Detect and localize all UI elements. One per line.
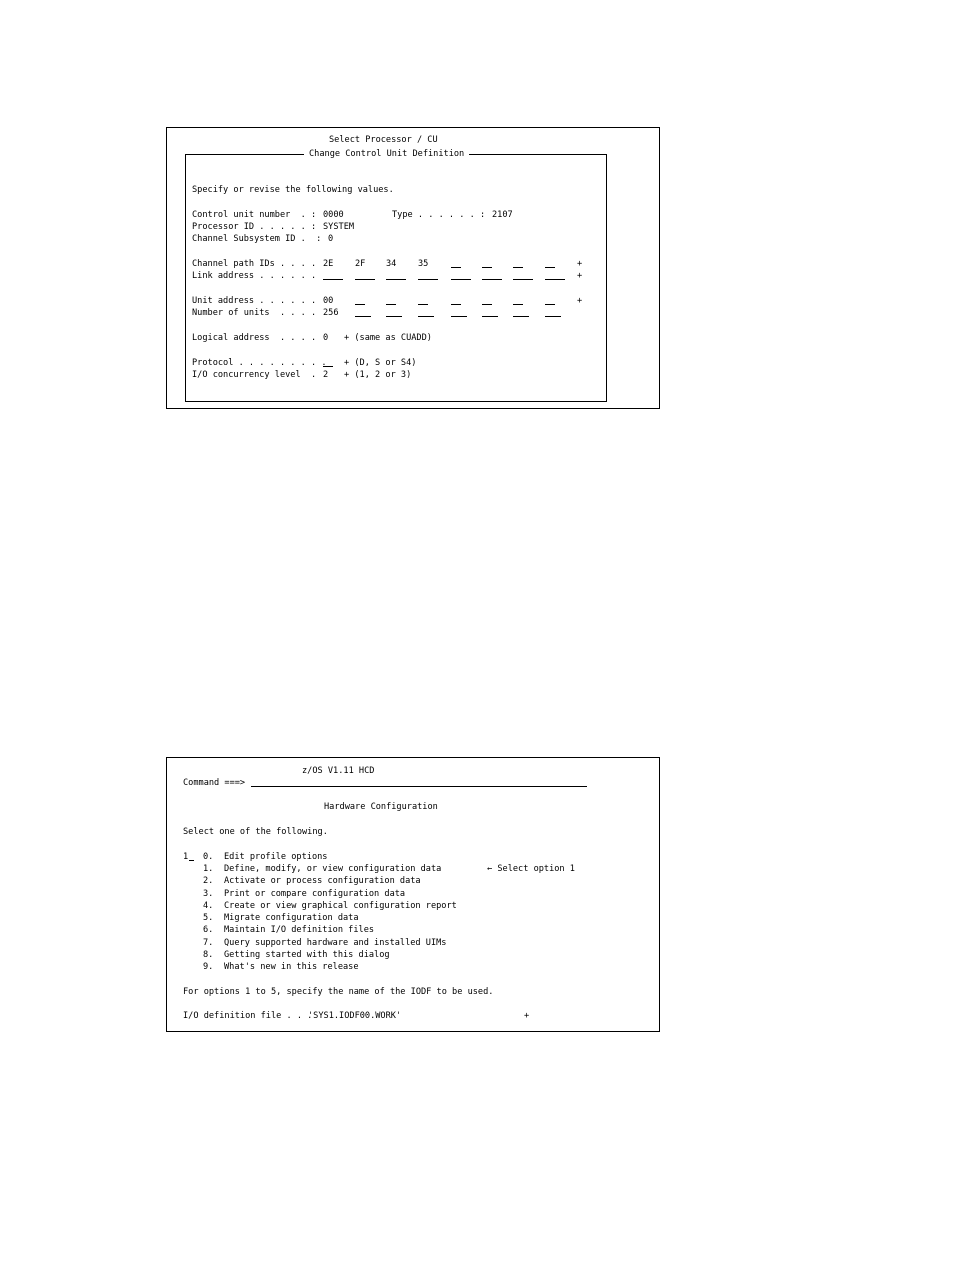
type-label: Type . . . . . . : [392,210,486,220]
num-units-field[interactable] [482,308,498,317]
menu-option-4[interactable]: Create or view graphical configuration report [224,901,457,911]
css-id-value: 0 [328,234,334,244]
link-address-field[interactable] [545,271,565,280]
concurrency-field[interactable]: 2 [323,370,329,380]
link-address-field[interactable] [451,271,471,280]
unit-address-label: Unit address . . . . . . [192,296,317,306]
num-units-field[interactable] [513,308,529,317]
menu-option-0[interactable]: Edit profile options [224,852,328,862]
prompt-plus: + [524,1011,530,1021]
link-address-field[interactable] [355,271,375,280]
menu-option-number: 7. [203,938,214,948]
link-address-field[interactable] [418,271,438,280]
concurrency-label: I/O concurrency level . [192,370,317,380]
dialog-title: Change Control Unit Definition [304,149,469,159]
selection-input-underline [189,852,194,861]
menu-option-number: 1. [203,864,214,874]
chpid-label: Channel path IDs . . . . [192,259,317,269]
num-units-field[interactable] [545,308,561,317]
logical-address-label: Logical address . . . . [192,333,317,343]
link-address-field[interactable] [386,271,406,280]
iodf-input[interactable]: 'SYS1.IODF00.WORK' [308,1011,402,1021]
prompt-plus: + [577,259,583,269]
cu-definition-screen [166,127,660,409]
select-option-annotation: ← Select option 1 [487,864,575,874]
prompt-plus: + [577,271,583,281]
instruction-text: Specify or revise the following values. [192,185,394,195]
iodf-label: I/O definition file . . . [183,1011,313,1021]
concurrency-hint: + (1, 2 or 3) [344,370,412,380]
protocol-field[interactable] [323,358,333,367]
protocol-label: Protocol . . . . . . . . . [192,358,327,368]
logical-address-hint: + (same as CUADD) [344,333,432,343]
unit-address-field[interactable] [451,296,461,305]
menu-option-9[interactable]: What's new in this release [224,962,359,972]
num-units-field[interactable] [418,308,434,317]
menu-option-6[interactable]: Maintain I/O definition files [224,925,375,935]
processor-id-label: Processor ID . . . . . : [192,222,317,232]
menu-option-number: 3. [203,889,214,899]
menu-option-5[interactable]: Migrate configuration data [224,913,359,923]
num-units-label: Number of units . . . . [192,308,317,318]
unit-address-field[interactable] [513,296,523,305]
cu-number-label: Control unit number . : [192,210,317,220]
menu-option-number: 0. [203,852,214,862]
menu-option-number: 8. [203,950,214,960]
chpid-field[interactable] [545,259,555,268]
select-prompt: Select one of the following. [183,827,328,837]
chpid-field[interactable]: 2F [355,259,366,269]
unit-address-field[interactable] [355,296,365,305]
link-address-label: Link address . . . . . . [192,271,317,281]
chpid-field[interactable]: 35 [418,259,429,269]
link-address-field[interactable] [513,271,533,280]
unit-address-field[interactable]: 00 [323,296,334,306]
chpid-field[interactable]: 2E [323,259,334,269]
hcd-title: z/OS V1.11 HCD [302,766,375,776]
css-id-label: Channel Subsystem ID . : [192,234,322,244]
menu-option-number: 5. [203,913,214,923]
iodf-note: For options 1 to 5, specify the name of the IODF to be used. [183,987,494,997]
type-value: 2107 [492,210,513,220]
menu-option-number: 4. [203,901,214,911]
protocol-hint: + (D, S or S4) [344,358,417,368]
command-input[interactable] [251,786,587,787]
menu-option-7[interactable]: Query supported hardware and installed UIMs [224,938,447,948]
chpid-field[interactable]: 34 [386,259,397,269]
num-units-field[interactable] [355,308,371,317]
unit-address-field[interactable] [386,296,396,305]
logical-address-field[interactable]: 0 [323,333,329,343]
unit-address-field[interactable] [482,296,492,305]
menu-option-8[interactable]: Getting started with this dialog [224,950,390,960]
command-label: Command ===> [183,778,246,788]
hcd-main-menu-screen [166,757,660,1032]
unit-address-field[interactable] [418,296,428,305]
menu-option-number: 2. [203,876,214,886]
change-cu-dialog [185,149,607,402]
menu-option-3[interactable]: Print or compare configuration data [224,889,406,899]
chpid-field[interactable] [513,259,523,268]
num-units-field[interactable] [451,308,467,317]
panel-title: Select Processor / CU [329,135,438,145]
menu-option-2[interactable]: Activate or process configuration data [224,876,421,886]
menu-option-1[interactable]: Define, modify, or view configuration data [224,864,442,874]
selection-input[interactable]: 1 [183,852,189,862]
unit-address-field[interactable] [545,296,555,305]
num-units-field[interactable]: 256 [323,308,339,318]
hcd-heading: Hardware Configuration [324,802,438,812]
menu-option-number: 9. [203,962,214,972]
menu-option-number: 6. [203,925,214,935]
chpid-field[interactable] [482,259,492,268]
prompt-plus: + [577,296,583,306]
chpid-field[interactable] [451,259,461,268]
cu-number-value[interactable]: 0000 [323,210,344,220]
link-address-field[interactable] [482,271,502,280]
link-address-field[interactable] [323,271,343,280]
processor-id-value: SYSTEM [323,222,355,232]
num-units-field[interactable] [386,308,402,317]
